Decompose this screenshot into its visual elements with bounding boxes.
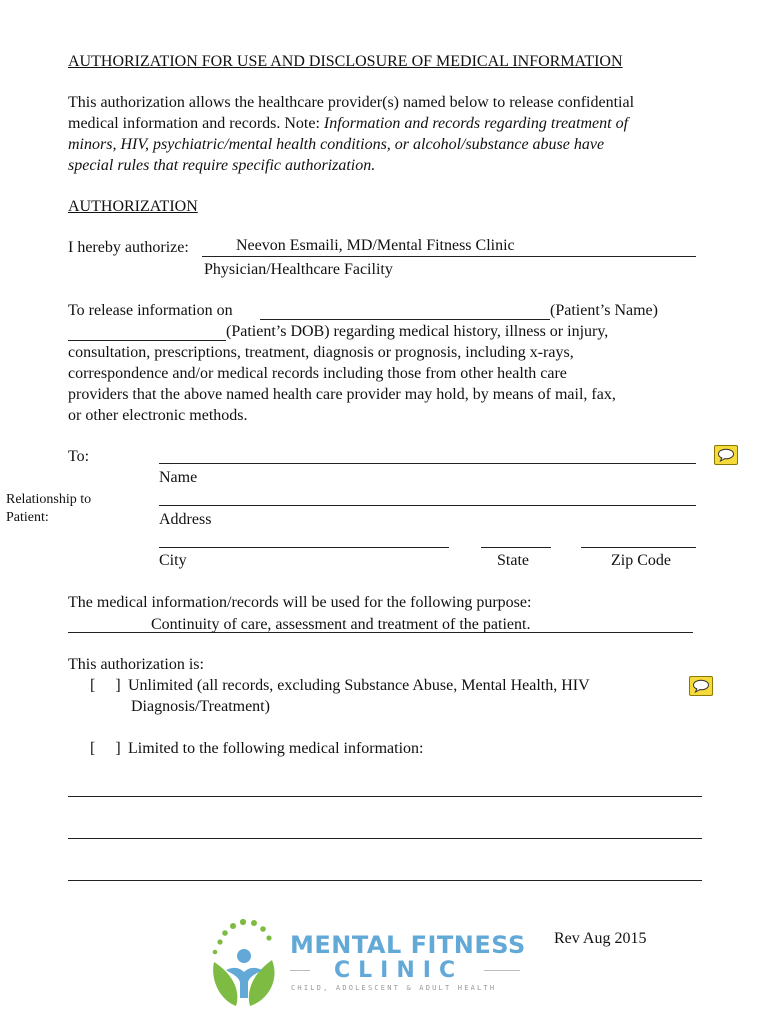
patient-name-caption: (Patient’s Name): [550, 302, 658, 319]
intro-line-2-italic: Information and records regarding treatment of: [323, 115, 629, 132]
unlimited-label-1: Unlimited (all records, excluding Substance Abuse, Mental Health, HIV: [128, 677, 590, 694]
limited-label: Limited to the following medical information:: [128, 740, 424, 757]
authorize-line: [202, 256, 696, 257]
limited-info-line-2[interactable]: [68, 838, 702, 839]
intro-line-3: minors, HIV, psychiatric/mental health conditions, or alcohol/substance abuse have: [68, 136, 605, 153]
logo-wordmark-2: CLINIC: [334, 958, 464, 983]
limited-info-line-3[interactable]: [68, 880, 702, 881]
purpose-label: The medical information/records will be used for the following purpose:: [68, 594, 532, 611]
patient-dob-field[interactable]: [68, 340, 226, 341]
to-label: To:: [68, 448, 90, 465]
limited-info-line-1[interactable]: [68, 796, 702, 797]
address-caption: Address: [159, 511, 212, 528]
relationship-label-1: Relationship to: [6, 492, 92, 507]
city-caption: City: [159, 552, 187, 569]
zip-caption: Zip Code: [611, 552, 671, 569]
purpose-field[interactable]: Continuity of care, assessment and treatment of the patient.: [151, 616, 531, 633]
name-caption: Name: [159, 469, 198, 486]
limited-checkbox[interactable]: [ ]: [90, 740, 121, 757]
authorize-field[interactable]: Neevon Esmaili, MD/Mental Fitness Clinic: [236, 237, 515, 254]
clinic-logo-icon: [206, 918, 288, 1010]
authorize-label: I hereby authorize:: [68, 239, 189, 256]
revision-date: Rev Aug 2015: [554, 930, 647, 947]
logo-rule-left: [290, 970, 310, 971]
recipient-city-field[interactable]: [159, 547, 449, 548]
document-title: AUTHORIZATION FOR USE AND DISCLOSURE OF MEDICAL INFORMATION: [68, 53, 623, 70]
relationship-label-2: Patient:: [6, 510, 49, 525]
intro-line-1: This authorization allows the healthcare provider(s) named below to release confidential: [68, 94, 635, 111]
release-prefix: To release information on: [68, 302, 233, 319]
release-line-4: correspondence and/or medical records including those from other health care: [68, 365, 567, 382]
authorize-caption: Physician/Healthcare Facility: [204, 261, 393, 278]
comment-note-icon[interactable]: [714, 445, 738, 465]
release-line-2: (Patient’s DOB) regarding medical history, illness or injury,: [226, 323, 609, 340]
state-caption: State: [497, 552, 529, 569]
unlimited-checkbox[interactable]: [ ]: [90, 677, 121, 694]
patient-name-field[interactable]: [260, 319, 550, 320]
release-line-5: providers that the above named health care provider may hold, by means of mail, fax,: [68, 386, 616, 403]
recipient-name-field[interactable]: [159, 463, 696, 464]
intro-line-2: [68, 116, 628, 132]
section-heading: AUTHORIZATION: [68, 198, 198, 215]
intro-line-2-plain: medical information and records. Note:: [68, 115, 324, 132]
logo-tagline: CHILD, ADOLESCENT & ADULT HEALTH: [291, 984, 497, 992]
comment-note-icon[interactable]: [689, 676, 713, 696]
scope-label: This authorization is:: [68, 656, 204, 673]
logo-rule-right: [484, 970, 520, 971]
recipient-address-field[interactable]: [159, 505, 696, 506]
release-line-6: or other electronic methods.: [68, 407, 248, 424]
intro-line-4: special rules that require specific authorization.: [68, 157, 376, 174]
logo-wordmark-1: MENTAL FITNESS: [290, 931, 526, 959]
recipient-state-field[interactable]: [481, 547, 551, 548]
release-line-3: consultation, prescriptions, treatment, diagnosis or prognosis, including x-rays,: [68, 344, 574, 361]
unlimited-label-2: Diagnosis/Treatment): [131, 698, 270, 715]
recipient-zip-field[interactable]: [581, 547, 696, 548]
